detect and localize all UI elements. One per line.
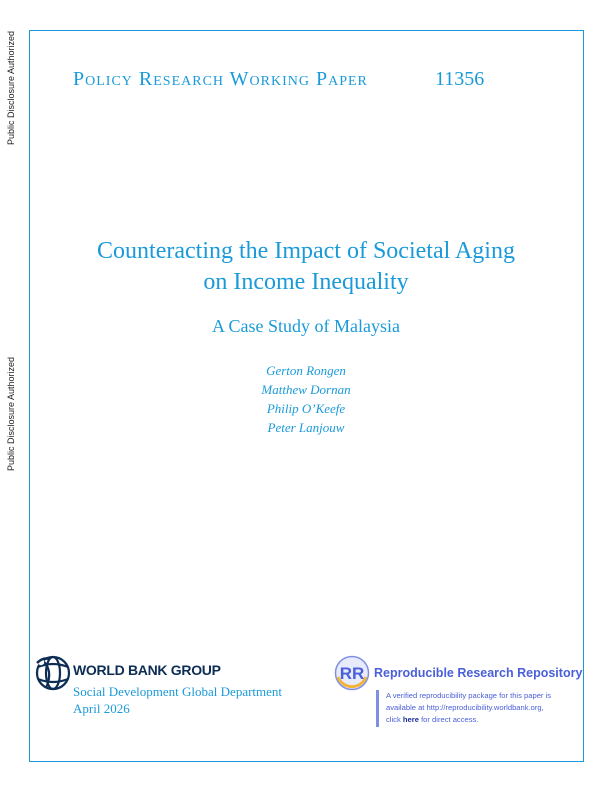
paper-title bbox=[40, 236, 572, 298]
author-name: Peter Lanjouw bbox=[267, 420, 345, 435]
department-block bbox=[73, 683, 282, 717]
margin-label-middle: Public Disclosure Authorized bbox=[6, 356, 16, 472]
note-accent-bar bbox=[376, 690, 379, 727]
author-list bbox=[40, 361, 572, 437]
title-line-2: on Income Inequality bbox=[203, 269, 409, 295]
note-line-2: available at http://reproducibility.worldbank.org, bbox=[386, 703, 544, 712]
here-link[interactable]: here bbox=[402, 715, 419, 724]
publication-date: April 2026 bbox=[73, 701, 130, 716]
reproducible-research-logo-icon bbox=[334, 655, 370, 691]
paper-number: 11356 bbox=[435, 68, 485, 90]
note-line-3 bbox=[386, 714, 582, 726]
repository-name: Reproducible Research Repository bbox=[374, 666, 583, 680]
world-bank-globe-icon bbox=[34, 654, 72, 692]
paper-subtitle: A Case Study of Malaysia bbox=[212, 316, 400, 336]
note-tail-text: for direct access. bbox=[421, 715, 479, 724]
author-name: Philip O’Keefe bbox=[266, 401, 346, 416]
margin-label-top: Public Disclosure Authorized bbox=[6, 30, 16, 146]
author-name: Gerton Rongen bbox=[266, 363, 346, 378]
logo-letters: RR bbox=[339, 664, 365, 683]
title-line-1: Counteracting the Impact of Societal Aging bbox=[97, 238, 515, 264]
series-title: Policy Research Working Paper bbox=[73, 68, 368, 90]
note-click-text: click bbox=[386, 715, 401, 724]
department-name: Social Development Global Department bbox=[73, 684, 283, 699]
note-line-1: A verified reproducibility package for this paper is bbox=[386, 691, 552, 700]
world-bank-group-logo-text: WORLD BANK GROUP bbox=[73, 662, 221, 678]
author-name: Matthew Dornan bbox=[261, 382, 351, 397]
reproducibility-note bbox=[386, 690, 582, 726]
